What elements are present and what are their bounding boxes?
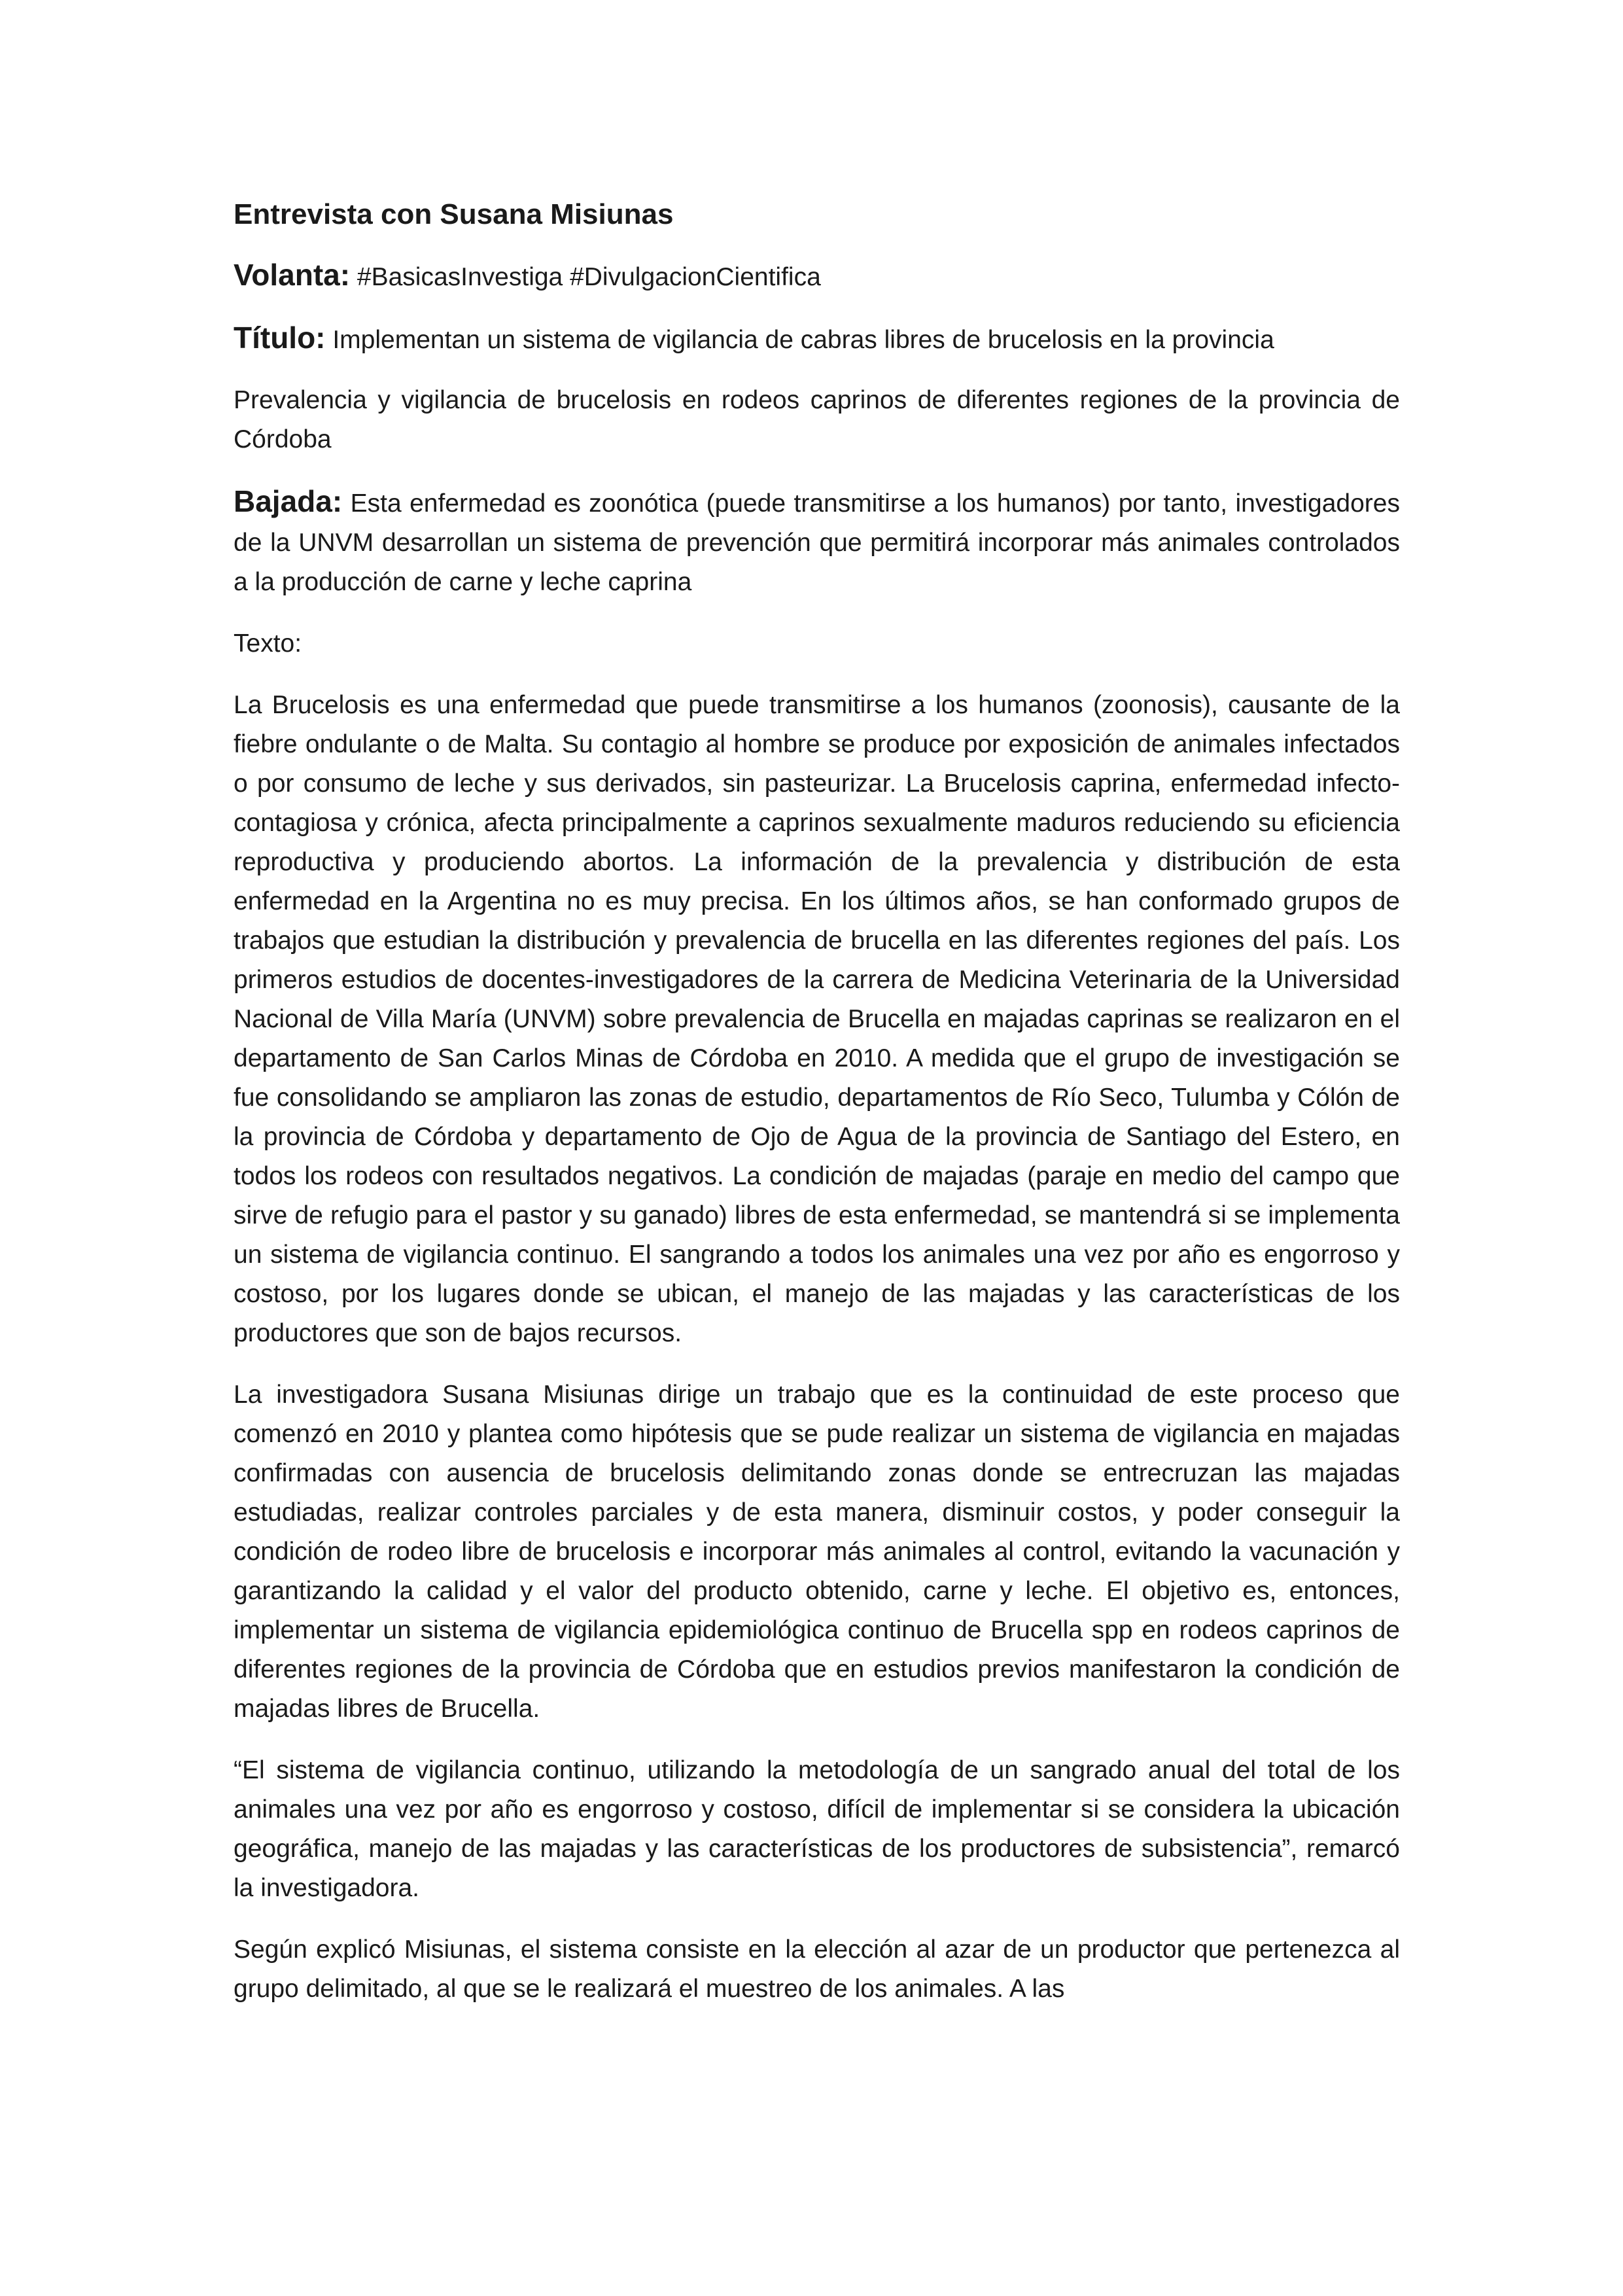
volanta-label: Volanta: (234, 258, 351, 292)
body-paragraph-1: La Brucelosis es una enfermedad que puede transmitirse a los humanos (zoonosis), causante de la fiebre ondulante o de Malta. Su contagio al hombre se produce por exposición de animales infectados o por consumo de leche y sus derivados, sin pasteurizar. La Brucelosis caprina, enfermedad infecto-contagiosa y crónica, afecta principalmente a caprinos sexualmente maduros reduciendo su eficiencia reproductiva y produciendo abortos. La información de la prevalencia y distribución de esta enfermedad en la Argentina no es muy precisa. En los últimos años, se han conformado grupos de trabajos que estudian la distribución y prevalencia de brucella en las diferentes regiones del país. Los primeros estudios de docentes-investigadores de la carrera de Medicina Veterinaria de la Universidad Nacional de Villa María (UNVM) sobre prevalencia de Brucella en majadas caprinas se realizaron en el departamento de San Carlos Minas de Córdoba en 2010. A medida que el grupo de investigación se fue consolidando se ampliaron las zonas de estudio, departamentos de Río Seco, Tulumba y Cólón de la provincia de Córdoba y departamento de Ojo de Agua de la provincia de Santiago del Estero, en todos los rodeos con resultados negativos. La condición de majadas (paraje en medio del campo que sirve de refugio para el pastor y su ganado) libres de esta enfermedad, se mantendrá si se implementa un sistema de vigilancia continuo. El sangrando a todos los animales una vez por año es engorroso y costoso, por los lugares donde se ubican, el manejo de las majadas y las características de los productores que son de bajos recursos. (234, 691, 1400, 1347)
body-paragraph-3: “El sistema de vigilancia continuo, utilizando la metodología de un sangrado anual del total de los animales una vez por año es engorroso y costoso, difícil de implementar si se considera la ubicación geográfica, manejo de las majadas y las características de los productores de subsistencia”, remarcó la investigadora. (234, 1756, 1400, 1902)
interview-heading: Entrevista con Susana Misiunas (234, 198, 674, 230)
titulo-label: Título: (234, 321, 326, 355)
bajada-value: Esta enfermedad es zoonótica (puede transmitirse a los humanos) por tanto, investigadores de la UNVM desarrollan un sistema de prevención que permitirá incorporar más animales controlados a la producción de carne y leche caprina (234, 489, 1400, 596)
body-paragraph-4: Según explicó Misiunas, el sistema consiste en la elección al azar de un productor que pertenezca al grupo delimitado, al que se le realizará el muestreo de los animales. A las (234, 1935, 1400, 2003)
titulo-line (234, 318, 1400, 360)
bajada-label: Bajada: (234, 484, 343, 518)
bajada-line (234, 482, 1400, 602)
body-paragraph-2: La investigadora Susana Misiunas dirige un trabajo que es la continuidad de este proceso que comenzó en 2010 y plantea como hipótesis que se pude realizar un sistema de vigilancia en majadas confirmadas con ausencia de brucelosis delimitando zonas donde se entrecruzan las majadas estudiadas, realizar controles parciales y de esta manera, disminuir costos, y poder conseguir la condición de rodeo libre de brucelosis e incorporar más animales al control, evitando la vacunación y garantizando la calidad y el valor del producto obtenido, carne y leche. El objetivo es, entonces, implementar un sistema de vigilancia epidemiológica continuo de Brucella spp en rodeos caprinos de diferentes regiones de la provincia de Córdoba que en estudios previos manifestaron la condición de majadas libres de Brucella. (234, 1381, 1400, 1723)
article-subtitle: Prevalencia y vigilancia de brucelosis en rodeos caprinos de diferentes regiones de la provincia de Córdoba (234, 386, 1400, 453)
texto-label: Texto: (234, 629, 302, 658)
document-page (234, 195, 1400, 2031)
volanta-line (234, 255, 1400, 297)
titulo-value: Implementan un sistema de vigilancia de cabras libres de brucelosis en la provincia (325, 326, 1274, 354)
volanta-value: #BasicasInvestiga #DivulgacionCientifica (350, 263, 821, 291)
